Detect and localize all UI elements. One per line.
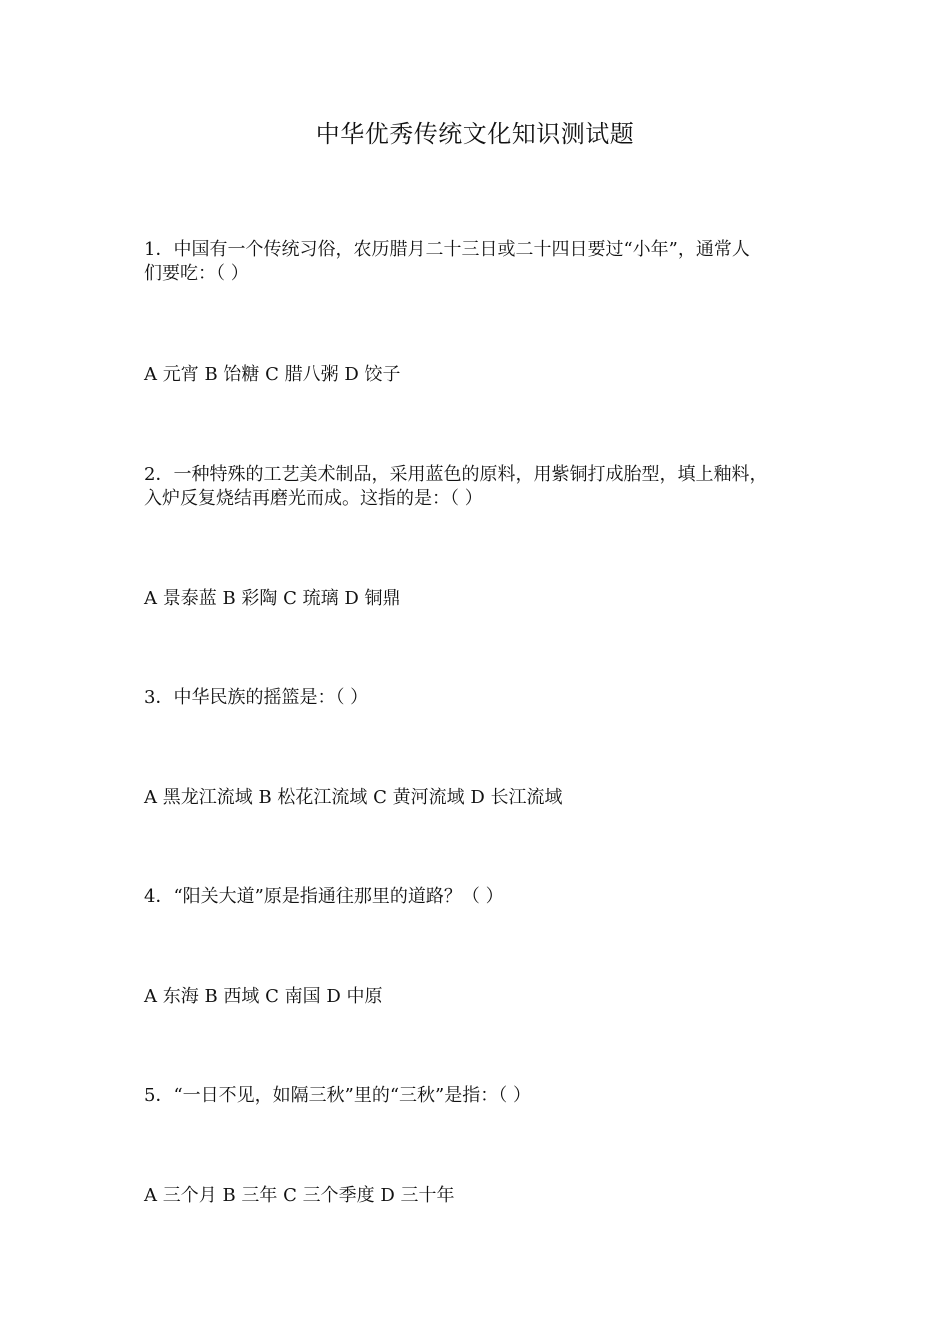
question-1-options: A 元宵 B 饴糖 C 腊八粥 D 饺子: [144, 364, 401, 385]
question-2-options: A 景泰蓝 B 彩陶 C 琉璃 D 铜鼎: [144, 588, 401, 609]
question-5-options: A 三个月 B 三年 C 三个季度 D 三十年: [144, 1185, 455, 1206]
question-5-stem: 5．“一日不见，如隔三秋”里的“三秋”是指：（ ）: [144, 1085, 531, 1106]
document-title: 中华优秀传统文化知识测试题: [315, 120, 635, 148]
question-2-stem-line-2: 入炉反复烧结再磨光而成。这指的是：（ ）: [144, 488, 483, 509]
question-3-options: A 黑龙江流域 B 松花江流域 C 黄河流域 D 长江流域: [144, 787, 563, 808]
question-4-stem: 4．“阳关大道”原是指通往那里的道路？（ ）: [144, 886, 504, 907]
question-4-options: A 东海 B 西域 C 南国 D 中原: [144, 986, 383, 1007]
question-1-stem-line-1: 1．中国有一个传统习俗，农历腊月二十三日或二十四日要过“小年”，通常人: [144, 239, 750, 260]
question-1-stem-line-2: 们要吃：（ ）: [144, 263, 249, 284]
question-2-stem-line-1: 2．一种特殊的工艺美术制品，采用蓝色的原料，用紫铜打成胎型，填上釉料，: [144, 464, 768, 485]
question-3-stem: 3．中华民族的摇篮是：（ ）: [144, 687, 369, 708]
